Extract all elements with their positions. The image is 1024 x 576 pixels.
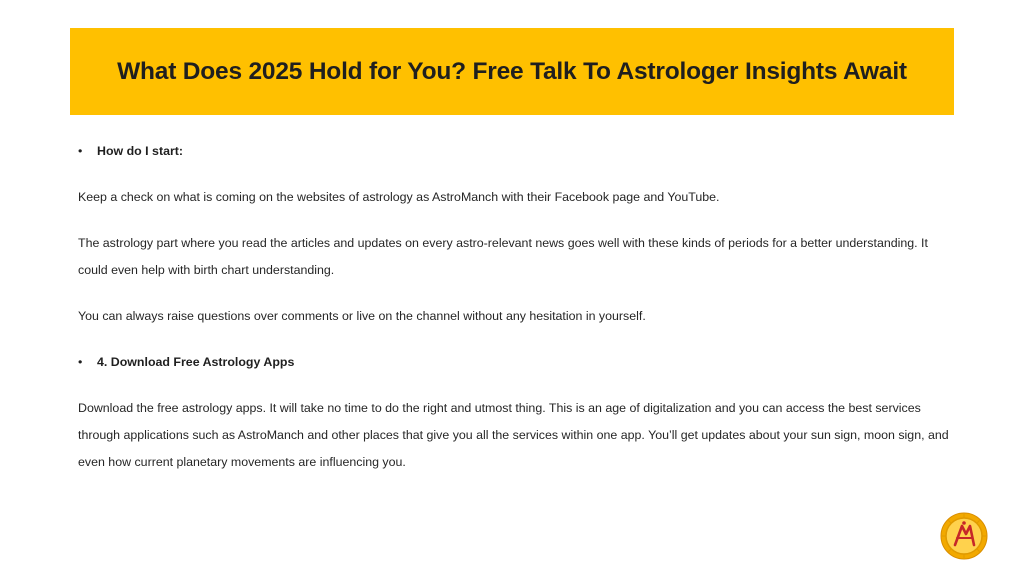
bullet-download-apps xyxy=(78,349,958,376)
slide-content xyxy=(78,138,958,495)
astromanch-logo-icon xyxy=(940,512,988,560)
bullet-dot: • xyxy=(78,355,83,369)
title-banner xyxy=(70,28,954,115)
paragraph-check-websites: Keep a check on what is coming on the websites of astrology as AstroManch with their Facebook page and YouTube. xyxy=(78,190,720,204)
bullet-dot: • xyxy=(78,144,83,158)
paragraph-download-apps: Download the free astrology apps. It will take no time to do the right and utmost thing. This is an age of digitalization and you can access the best services through applications such as AstroManch and other places that give you all the services within one app. You’ll get updates about your sun sign, moon sign, and even how current planetary movements are influencing you. xyxy=(78,401,949,469)
bullet-label: How do I start: xyxy=(97,144,184,158)
paragraph-raise-questions: You can always raise questions over comments or live on the channel without any hesitation in yourself. xyxy=(78,309,646,323)
page-title: What Does 2025 Hold for You? Free Talk To Astrologer Insights Await xyxy=(117,57,907,85)
bullet-how-do-i-start xyxy=(78,138,958,165)
bullet-label: 4. Download Free Astrology Apps xyxy=(97,355,295,369)
paragraph-astrology-articles: The astrology part where you read the articles and updates on every astro-relevant news goes well with these kinds of periods for a better understanding. It could even help with birth chart understanding. xyxy=(78,236,928,277)
